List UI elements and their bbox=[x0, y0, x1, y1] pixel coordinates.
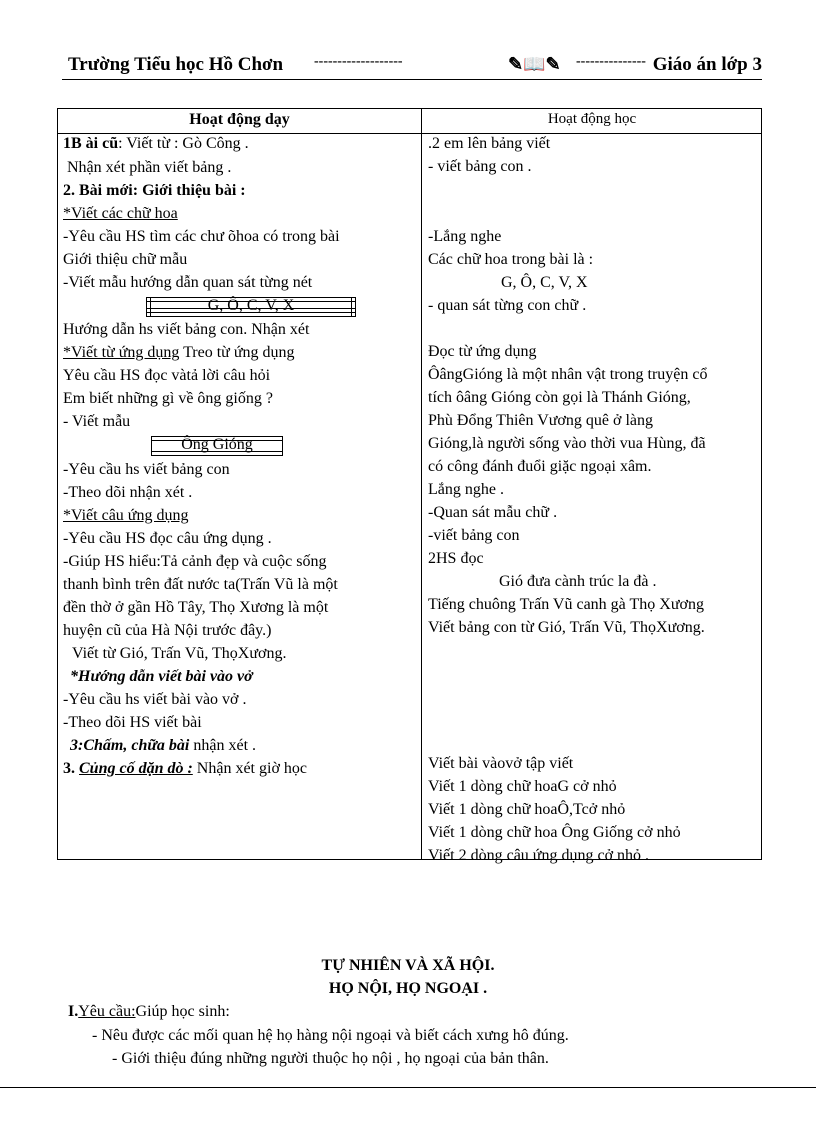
right-line: -Lắng nghe bbox=[428, 228, 502, 245]
requirement-item: - Nêu được các mối quan hệ họ hàng nội ngoại và biết cách xưng hô đúng. bbox=[92, 1027, 569, 1044]
right-line: Viết bài vàovở tập viết bbox=[428, 755, 574, 772]
book-ornament-icon: ✎📖✎ bbox=[508, 54, 561, 74]
requirement-item: - Giới thiệu đúng những người thuộc họ nội , họ ngoại của bản thân. bbox=[112, 1050, 549, 1067]
left-line: -Giúp HS hiểu:Tả cảnh đẹp và cuộc sống bbox=[63, 553, 327, 570]
grading-text: nhận xét . bbox=[189, 737, 257, 754]
right-line: tích ôâng Gióng còn gọi là Thánh Gióng, bbox=[428, 389, 691, 406]
column-divider bbox=[421, 109, 422, 859]
footer-rule bbox=[0, 1087, 816, 1088]
left-line: -Viết mẫu hướng dẫn quan sát từng nét bbox=[63, 274, 313, 291]
right-line: Lắng nghe . bbox=[428, 481, 504, 498]
right-line: G, Ô, C, V, X bbox=[501, 274, 588, 291]
header-rule bbox=[62, 79, 762, 80]
lesson-table bbox=[57, 108, 762, 864]
left-line: huyện cũ của Hà Nội trước đây.) bbox=[63, 622, 272, 639]
left-line: Hướng dẫn hs viết bảng con. Nhận xét bbox=[63, 321, 310, 338]
header-dashes-right: --------------- bbox=[576, 54, 646, 69]
left-line: -Yêu cầu HS tìm các chư õhoa có trong bài bbox=[63, 228, 340, 245]
right-line: .2 em lên bảng viết bbox=[428, 135, 551, 152]
left-line bbox=[63, 181, 246, 201]
left-line: Viết từ Gió, Trấn Vũ, ThọXương. bbox=[72, 645, 287, 662]
right-line: 2HS đọc bbox=[428, 550, 484, 567]
right-line: Viết 1 dòng chữ hoaÔ,Tcở nhỏ bbox=[428, 801, 626, 818]
right-line: Các chữ hoa trong bài là : bbox=[428, 251, 594, 268]
school-name: Trường Tiểu học Hồ Chơn bbox=[68, 54, 284, 75]
applied-word-text: Treo từ ứng dụng bbox=[179, 344, 295, 361]
section-title: TỰ NHIÊN VÀ XÃ HỘI. bbox=[321, 957, 495, 974]
right-line: -Quan sát mẫu chữ . bbox=[428, 504, 558, 521]
left-line: - Viết mẫu bbox=[63, 413, 131, 430]
requirements-text: Giúp học sinh: bbox=[135, 1003, 230, 1020]
right-line: ÔângGióng là một nhân vật trong truyện cổ bbox=[428, 366, 708, 383]
right-line: Gióng,là người sống vào thời vua Hùng, đã bbox=[428, 435, 706, 452]
right-line: Viết 1 dòng chữ hoaG cở nhỏ bbox=[428, 778, 617, 795]
right-line: Tiếng chuông Trấn Vũ canh gà Thọ Xương bbox=[428, 596, 704, 613]
left-line: Yêu cầu HS đọc vàtả lời câu hỏi bbox=[63, 367, 271, 384]
left-line: *Viết câu ứng dụng bbox=[63, 507, 189, 524]
right-line: -viết bảng con bbox=[428, 527, 520, 544]
letter-sample-box bbox=[146, 297, 356, 317]
class-label: Giáo án lớp 3 bbox=[652, 54, 762, 75]
old-lesson-label: 1B ài cũ bbox=[63, 135, 119, 152]
left-line: Giới thiệu chữ mẫu bbox=[63, 251, 188, 268]
header-dashes-left: ------------------- bbox=[314, 54, 403, 69]
left-line: Em biết những gì về ông giống ? bbox=[63, 390, 273, 407]
section-subtitle: HỌ NỘI, HỌ NGOẠI . bbox=[328, 980, 488, 997]
left-line: thanh bình trên đất nước ta(Trấn Vũ là một bbox=[63, 576, 338, 593]
left-line: Nhận xét phần viết bảng . bbox=[67, 159, 232, 176]
old-lesson-text: : Viết từ : Gò Công . bbox=[118, 135, 249, 152]
grading-label: 3:Chấm, chữa bài bbox=[70, 737, 190, 754]
consolidation-label: Củng cố dặn dò : bbox=[79, 760, 193, 777]
right-line: Gió đưa cành trúc la đà . bbox=[499, 573, 657, 590]
left-line: -Yêu cầu hs viết bài vào vở . bbox=[63, 691, 247, 708]
word-sample-box bbox=[151, 436, 283, 456]
left-line bbox=[70, 736, 256, 756]
left-line: -Yêu cầu HS đọc câu ứng dụng . bbox=[63, 530, 272, 547]
requirements-number: I. bbox=[68, 1003, 79, 1020]
left-line: -Theo dõi nhận xét . bbox=[63, 484, 193, 501]
left-line bbox=[63, 134, 249, 154]
consolidation-text: Nhận xét giờ học bbox=[192, 760, 308, 777]
left-line: -Theo dõi HS viết bài bbox=[63, 714, 202, 731]
consolidation-number: 3. bbox=[63, 760, 79, 777]
right-line: - viết bảng con . bbox=[428, 158, 532, 175]
left-line: -Yêu cầu hs viết bảng con bbox=[63, 461, 230, 478]
page-header bbox=[68, 54, 762, 80]
applied-word-label: *Viết từ ứng dụng bbox=[63, 344, 180, 361]
right-line: - quan sát từng con chữ . bbox=[428, 297, 587, 314]
right-line: Viết 2 dòng câu ứng dụng cở nhỏ . bbox=[428, 847, 650, 864]
right-line: Viết 1 dòng chữ hoa Ông Giống cở nhỏ bbox=[428, 824, 681, 841]
column-header-teaching: Hoạt động dạy bbox=[189, 111, 290, 128]
left-line bbox=[63, 343, 295, 363]
left-line bbox=[63, 759, 307, 779]
new-lesson-intro: : Giới thiệu bài : bbox=[132, 182, 246, 199]
right-line: Viết bảng con từ Gió, Trấn Vũ, ThọXương. bbox=[428, 619, 705, 636]
left-line: đền thờ ở gần Hồ Tây, Thọ Xương là một bbox=[63, 599, 329, 616]
requirements-heading bbox=[68, 1003, 230, 1021]
requirements-label: Yêu cầu: bbox=[78, 1003, 136, 1020]
left-line: *Viết các chữ hoa bbox=[63, 205, 178, 222]
column-header-learning: Hoạt động học bbox=[547, 111, 637, 127]
right-line: có công đánh đuổi giặc ngoại xâm. bbox=[428, 458, 652, 475]
word-sample-text: Ông Gióng bbox=[181, 436, 253, 453]
left-line: *Hướng dẫn viết bài vào vở bbox=[70, 668, 253, 685]
right-line: Đọc từ ứng dụng bbox=[428, 343, 537, 360]
new-lesson-label: 2. Bài mới bbox=[63, 182, 133, 199]
letter-sample-text: G, Ô, C, V, X bbox=[207, 297, 295, 314]
right-line: Phù Đổng Thiên Vương quê ở làng bbox=[428, 412, 653, 429]
